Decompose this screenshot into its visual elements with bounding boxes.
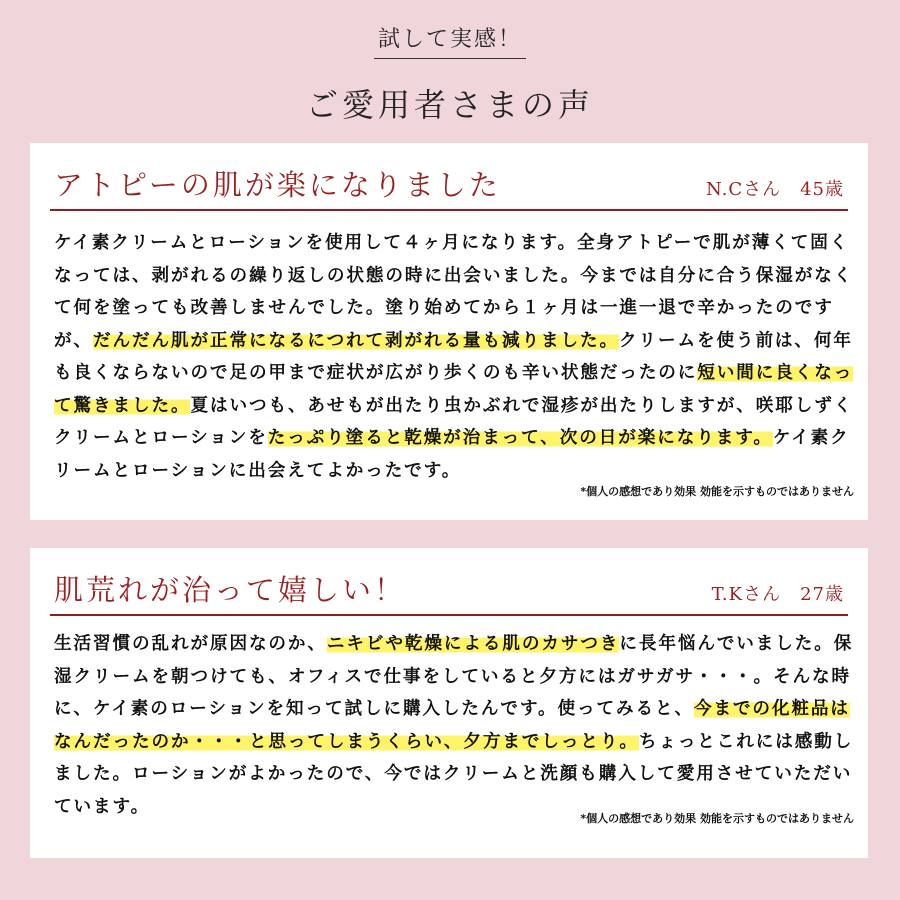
- testimonial-body: [54, 628, 854, 823]
- testimonial-title: アトピーの肌が楽になりました: [54, 168, 501, 202]
- reviewer-name: N.Cさん 45歳: [706, 179, 844, 200]
- highlighted-text: ニキビや乾燥による肌のカサつき: [326, 634, 620, 654]
- body-text: 生活習慣の乱れが原因なのか、: [54, 634, 327, 654]
- testimonial-body: [54, 227, 854, 487]
- section-kicker: [0, 22, 900, 53]
- body-text: ケイ素クリームとローションに出会えてよかったです。: [54, 428, 850, 481]
- testimonial-card: [30, 143, 868, 520]
- body-text: ケイ素クリームとローションを使用して４ヶ月になります。全身アトピーで肌が薄くて固くなっては、剥がれるの繰り返しの状態の時に出会いました。今までは自分に合う保湿がなくて何を塗っても改善しませんでした。塗り始めてから１ヶ月は一進一退で辛かったのですが、: [54, 233, 854, 351]
- card-header: [50, 155, 848, 211]
- testimonial-title: 肌荒れが治って嬉しい！: [54, 573, 407, 607]
- highlighted-text: たっぷり塗ると乾燥が治まって、次の日が楽になります。: [267, 428, 773, 448]
- disclaimer-note: *個人の感想であり効果 効能を示すものではありません: [580, 812, 854, 825]
- body-text: に長年悩んでいました。保湿クリームを朝つけても、オフィスで仕事をしていると夕方にはガサガサ・・・。そんな時に、ケイ素のローションを知って試しに購入したんです。使ってみると、: [54, 634, 854, 719]
- body-text: ちょっとこれには感動しました。ローションがよかったので、今ではクリームと洗顔も購入して愛用させていただいています。: [54, 731, 854, 817]
- testimonial-card: [30, 548, 868, 858]
- disclaimer-note: *個人の感想であり効果 効能を示すものではありません: [580, 485, 854, 498]
- body-text: クリームを使う前は、何年も良くならないので足の甲まで症状が広がり歩くのも辛い状態だったのに: [54, 330, 853, 383]
- body-text: 夏はいつも、あせもが出たり虫かぶれで湿疹が出たりしますが、咲耶しずくクリームとローションを: [54, 395, 854, 448]
- kicker-text: 試して実感！: [374, 27, 526, 59]
- reviewer-name: T.Kさん 27歳: [711, 584, 844, 605]
- card-header: [50, 560, 848, 616]
- highlighted-text: だんだん肌が正常になるにつれて剥がれる量も減りました。: [93, 330, 619, 351]
- section-heading: ご愛用者さまの声: [305, 86, 594, 124]
- highlighted-text: 今までの化粧品はなんだったのか・・・と思ってしまうくらい、夕方までしっとり。: [54, 699, 850, 752]
- highlighted-text: 短い間に良くなって驚きました。: [54, 363, 854, 416]
